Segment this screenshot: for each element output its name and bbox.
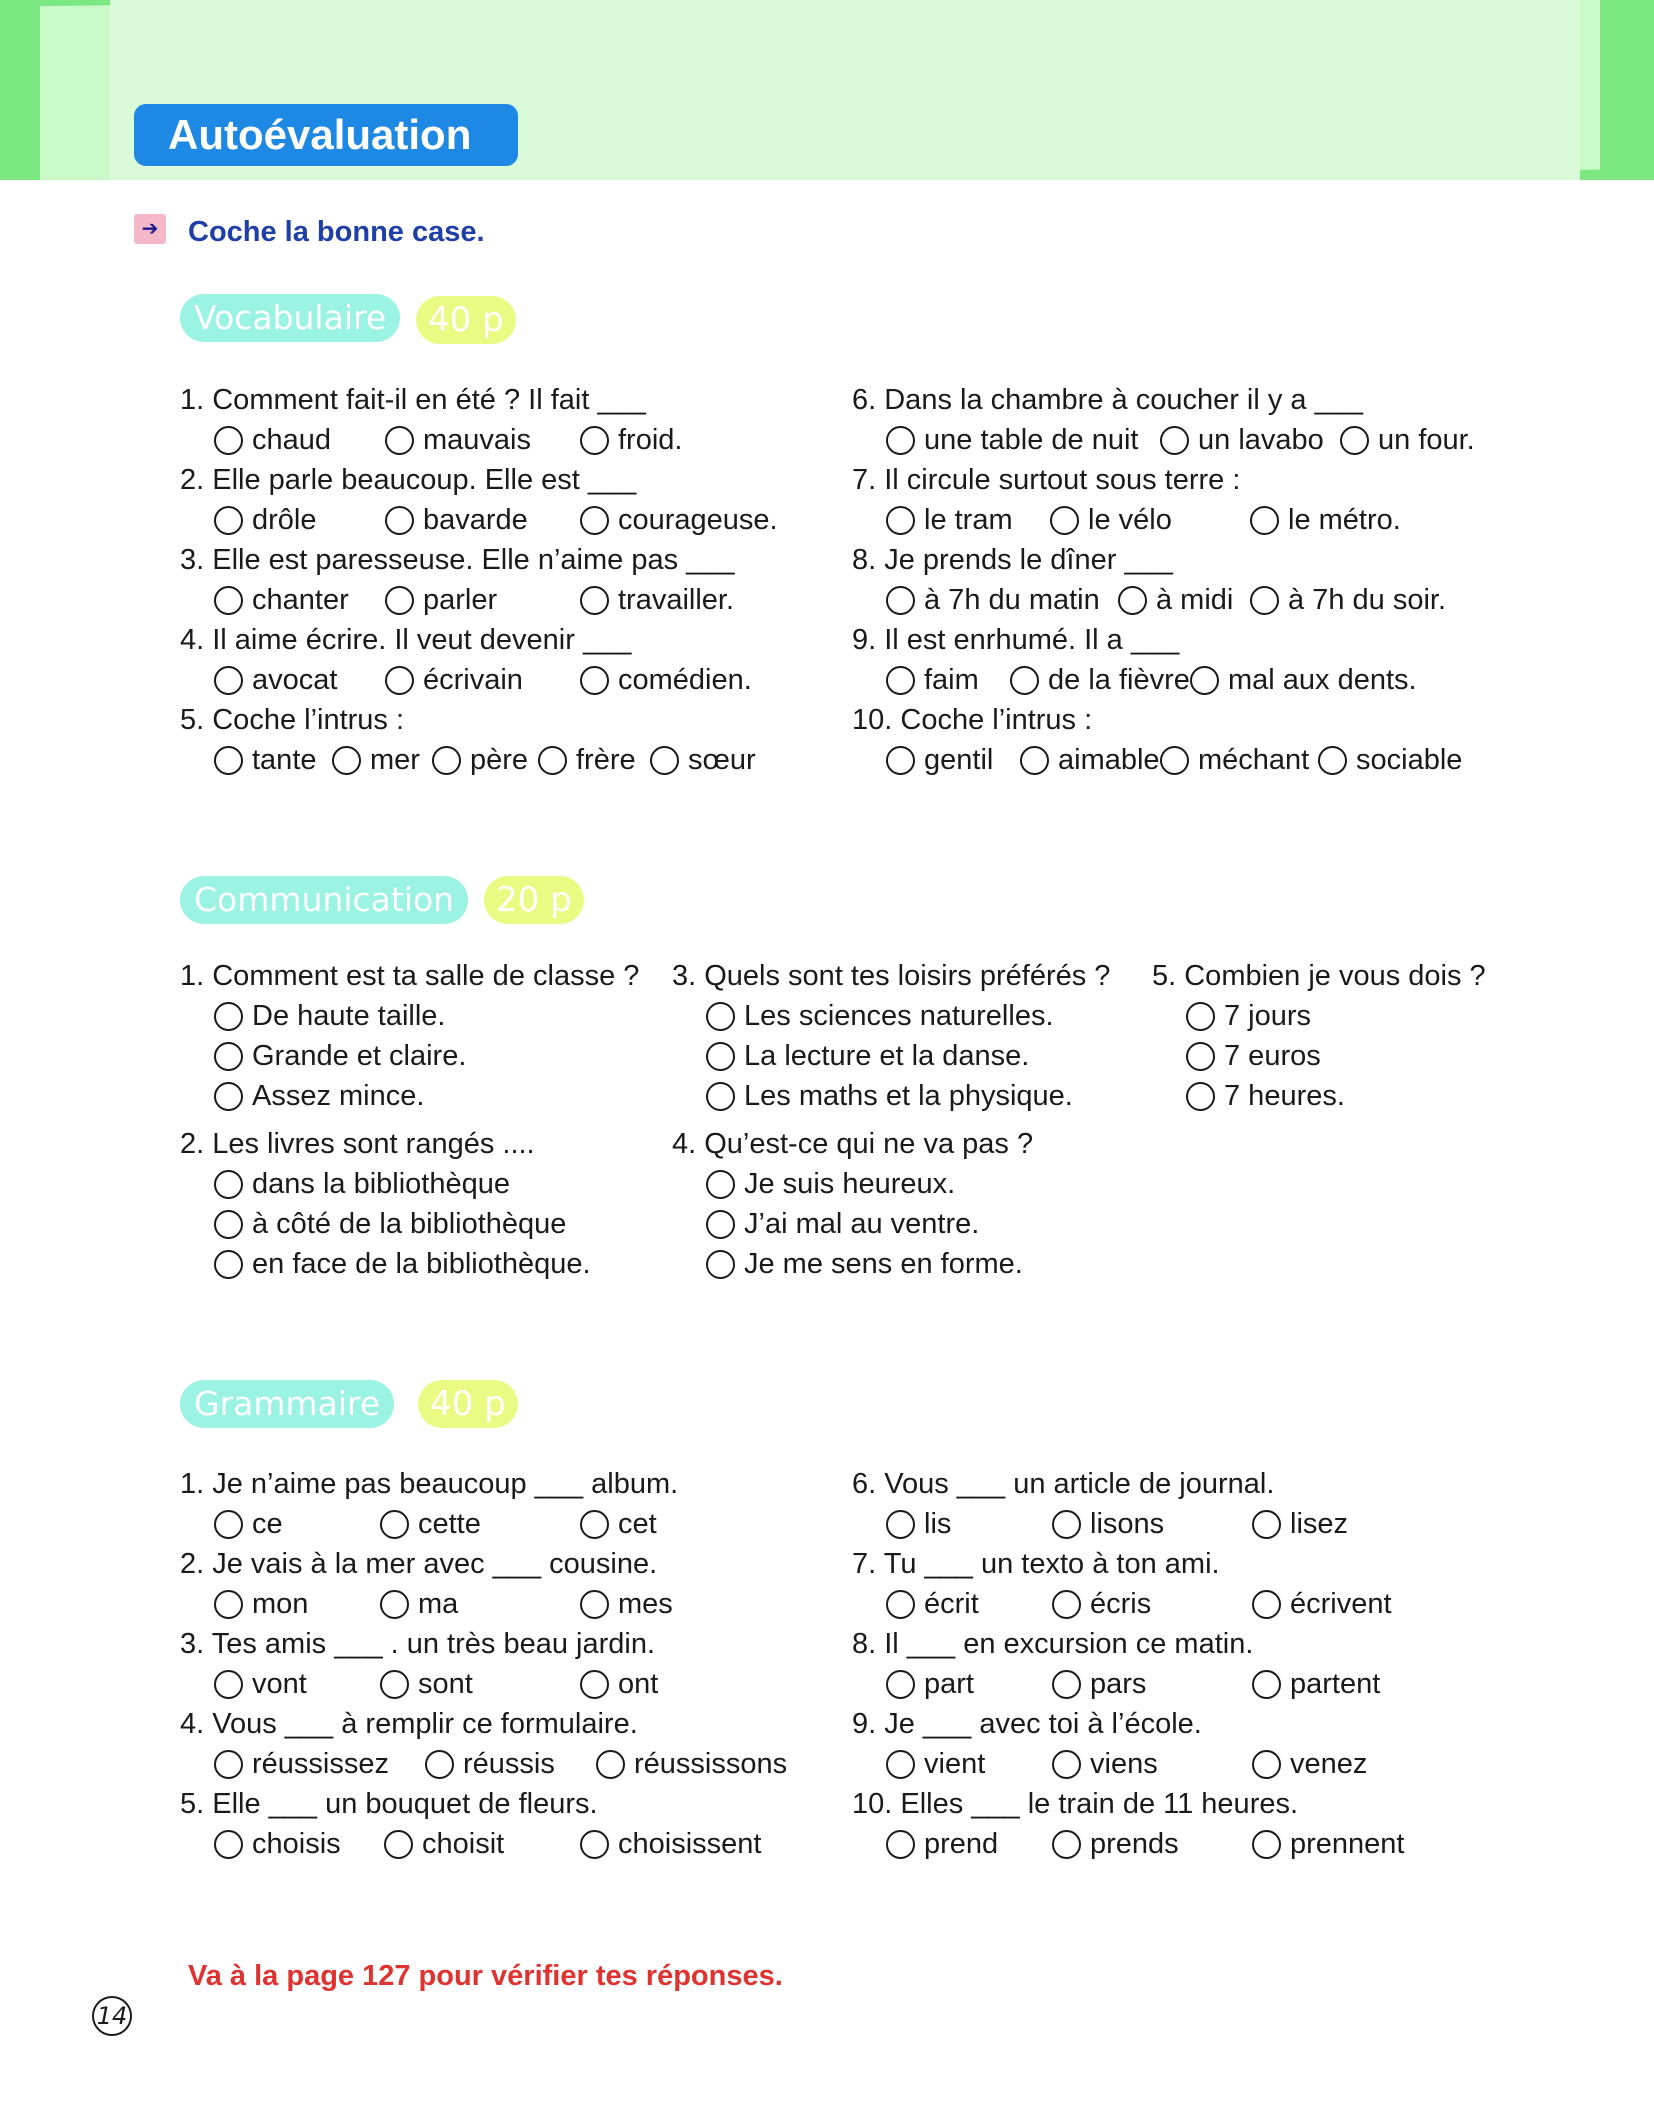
option-label: père bbox=[470, 744, 529, 776]
answer-option[interactable] bbox=[886, 1666, 974, 1702]
answer-option[interactable] bbox=[886, 502, 1013, 538]
radio-circle-icon[interactable] bbox=[384, 1830, 413, 1859]
question-text: 4. Vous ___ à remplir ce formulaire. bbox=[180, 1708, 638, 1740]
radio-circle-icon[interactable] bbox=[596, 1750, 625, 1779]
radio-circle-icon[interactable] bbox=[706, 1210, 735, 1239]
option-label: prennent bbox=[1290, 1828, 1405, 1860]
answer-option[interactable] bbox=[380, 1586, 458, 1622]
radio-circle-icon[interactable] bbox=[214, 746, 243, 775]
radio-circle-icon[interactable] bbox=[385, 426, 414, 455]
answer-option[interactable] bbox=[580, 1826, 761, 1862]
option-label: chaud bbox=[252, 424, 332, 456]
option-label: mes bbox=[618, 1588, 673, 1620]
radio-circle-icon[interactable] bbox=[380, 1670, 409, 1699]
option-label: le vélo bbox=[1088, 504, 1172, 536]
answer-option[interactable] bbox=[1318, 742, 1462, 778]
radio-circle-icon[interactable] bbox=[1020, 746, 1049, 775]
radio-circle-icon[interactable] bbox=[425, 1750, 454, 1779]
option-label: Les sciences naturelles. bbox=[744, 1000, 1054, 1032]
answer-option[interactable] bbox=[580, 1506, 657, 1542]
question-text: 5. Combien je vous dois ? bbox=[1152, 960, 1486, 992]
question-text: 1. Comment est ta salle de classe ? bbox=[180, 960, 640, 992]
answer-option[interactable] bbox=[214, 1746, 389, 1782]
question-text: 8. Il ___ en excursion ce matin. bbox=[852, 1628, 1254, 1660]
radio-circle-icon[interactable] bbox=[1186, 1042, 1215, 1071]
answer-option[interactable] bbox=[1252, 1506, 1348, 1542]
radio-circle-icon[interactable] bbox=[580, 426, 609, 455]
option-label: une table de nuit bbox=[924, 424, 1139, 456]
radio-circle-icon[interactable] bbox=[580, 1510, 609, 1539]
question-text: 3. Elle est paresseuse. Elle n’aime pas ___ bbox=[180, 544, 735, 576]
answer-option[interactable] bbox=[1052, 1586, 1151, 1622]
answer-option[interactable] bbox=[385, 582, 497, 618]
answer-option[interactable] bbox=[425, 1746, 555, 1782]
option-label: à côté de la bibliothèque bbox=[252, 1208, 567, 1240]
radio-circle-icon[interactable] bbox=[1250, 506, 1279, 535]
radio-circle-icon[interactable] bbox=[1252, 1830, 1281, 1859]
answer-option[interactable] bbox=[1250, 582, 1446, 618]
option-label: ce bbox=[252, 1508, 283, 1540]
radio-circle-icon[interactable] bbox=[886, 1750, 915, 1779]
radio-circle-icon[interactable] bbox=[886, 1510, 915, 1539]
radio-circle-icon[interactable] bbox=[886, 1830, 915, 1859]
option-label: comédien. bbox=[618, 664, 752, 696]
option-label: le tram bbox=[924, 504, 1013, 536]
radio-circle-icon[interactable] bbox=[1252, 1750, 1281, 1779]
option-label: choisit bbox=[422, 1828, 505, 1860]
answer-option[interactable] bbox=[1020, 742, 1160, 778]
option-label: sociable bbox=[1356, 744, 1463, 776]
question-text: 6. Vous ___ un article de journal. bbox=[852, 1468, 1275, 1500]
option-label: La lecture et la danse. bbox=[744, 1040, 1030, 1072]
option-label: le métro. bbox=[1288, 504, 1401, 536]
section-title-communication: Communication bbox=[180, 876, 468, 924]
option-label: avocat bbox=[252, 664, 338, 696]
answer-option[interactable] bbox=[214, 1246, 591, 1282]
radio-circle-icon[interactable] bbox=[650, 746, 679, 775]
radio-circle-icon[interactable] bbox=[385, 586, 414, 615]
answer-option[interactable] bbox=[1190, 662, 1417, 698]
radio-circle-icon[interactable] bbox=[886, 586, 915, 615]
option-label: cet bbox=[618, 1508, 657, 1540]
radio-circle-icon[interactable] bbox=[1186, 1002, 1215, 1031]
answer-option[interactable] bbox=[1160, 742, 1309, 778]
option-label: drôle bbox=[252, 504, 317, 536]
option-label: frère bbox=[576, 744, 636, 776]
option-label: à 7h du matin bbox=[924, 584, 1100, 616]
answer-option[interactable] bbox=[1252, 1746, 1367, 1782]
radio-circle-icon[interactable] bbox=[214, 1510, 243, 1539]
option-label: prends bbox=[1090, 1828, 1179, 1860]
answer-option[interactable] bbox=[580, 582, 734, 618]
option-label: tante bbox=[252, 744, 317, 776]
arrow-icon: ➔ bbox=[134, 214, 166, 244]
answer-option[interactable] bbox=[1052, 1826, 1179, 1862]
question-text: 10. Elles ___ le train de 11 heures. bbox=[852, 1788, 1299, 1820]
answer-option[interactable] bbox=[1252, 1666, 1380, 1702]
answer-option[interactable] bbox=[1252, 1586, 1392, 1622]
answer-option[interactable] bbox=[380, 1506, 481, 1542]
option-label: bavarde bbox=[423, 504, 528, 536]
option-label: un four. bbox=[1378, 424, 1475, 456]
option-label: choisissent bbox=[618, 1828, 762, 1860]
radio-circle-icon[interactable] bbox=[886, 426, 915, 455]
option-label: sont bbox=[418, 1668, 473, 1700]
answer-option[interactable] bbox=[886, 1586, 979, 1622]
option-label: lis bbox=[924, 1508, 952, 1540]
answer-option[interactable] bbox=[384, 1826, 504, 1862]
question-text: 2. Les livres sont rangés .... bbox=[180, 1128, 535, 1160]
radio-circle-icon[interactable] bbox=[580, 506, 609, 535]
question-text: 4. Il aime écrire. Il veut devenir ___ bbox=[180, 624, 632, 656]
answer-option[interactable] bbox=[1186, 1038, 1321, 1074]
option-label: faim bbox=[924, 664, 979, 696]
radio-circle-icon[interactable] bbox=[1052, 1750, 1081, 1779]
option-label: dans la bibliothèque bbox=[252, 1168, 510, 1200]
option-label: écrivent bbox=[1290, 1588, 1392, 1620]
question-text: 7. Il circule surtout sous terre : bbox=[852, 464, 1241, 496]
answer-option[interactable] bbox=[650, 742, 756, 778]
option-label: parler bbox=[423, 584, 498, 616]
option-label: mon bbox=[252, 1588, 309, 1620]
answer-option[interactable] bbox=[706, 1038, 1029, 1074]
option-label: vient bbox=[924, 1748, 986, 1780]
radio-circle-icon[interactable] bbox=[214, 1002, 243, 1031]
radio-circle-icon[interactable] bbox=[1186, 1082, 1215, 1111]
option-label: choisis bbox=[252, 1828, 341, 1860]
radio-circle-icon[interactable] bbox=[214, 506, 243, 535]
option-label: venez bbox=[1290, 1748, 1368, 1780]
radio-circle-icon[interactable] bbox=[385, 666, 414, 695]
answer-option[interactable] bbox=[214, 502, 317, 538]
question-text: 1. Comment fait-il en été ? Il fait ___ bbox=[180, 384, 646, 416]
option-label: mer bbox=[370, 744, 420, 776]
option-label: chanter bbox=[252, 584, 349, 616]
option-label: gentil bbox=[924, 744, 994, 776]
radio-circle-icon[interactable] bbox=[706, 1042, 735, 1071]
answer-option[interactable] bbox=[1252, 1826, 1405, 1862]
answer-option[interactable] bbox=[886, 742, 993, 778]
radio-circle-icon[interactable] bbox=[1052, 1590, 1081, 1619]
option-label: travailler. bbox=[618, 584, 735, 616]
answer-option[interactable] bbox=[706, 1246, 1023, 1282]
answer-option[interactable] bbox=[385, 662, 523, 698]
answer-option[interactable] bbox=[706, 1078, 1073, 1114]
option-label: réussissez bbox=[252, 1748, 389, 1780]
answer-option[interactable] bbox=[580, 1586, 673, 1622]
question-text: 2. Je vais à la mer avec ___ cousine. bbox=[180, 1548, 658, 1580]
option-label: un lavabo bbox=[1198, 424, 1324, 456]
answer-option[interactable] bbox=[1052, 1506, 1164, 1542]
answer-option[interactable] bbox=[596, 1746, 787, 1782]
answer-option[interactable] bbox=[886, 1746, 985, 1782]
section-title-grammaire: Grammaire bbox=[180, 1380, 394, 1428]
option-label: mal aux dents. bbox=[1228, 664, 1417, 696]
radio-circle-icon[interactable] bbox=[1050, 506, 1079, 535]
radio-circle-icon[interactable] bbox=[1250, 586, 1279, 615]
option-label: à midi bbox=[1156, 584, 1234, 616]
answer-option[interactable] bbox=[214, 1826, 341, 1862]
answer-option[interactable] bbox=[214, 422, 331, 458]
answer-option[interactable] bbox=[1186, 998, 1311, 1034]
radio-circle-icon[interactable] bbox=[886, 666, 915, 695]
answer-option[interactable] bbox=[886, 662, 979, 698]
answer-option[interactable] bbox=[332, 742, 420, 778]
option-label: 7 jours bbox=[1224, 1000, 1312, 1032]
radio-circle-icon[interactable] bbox=[580, 1670, 609, 1699]
option-label: pars bbox=[1090, 1668, 1147, 1700]
answer-option[interactable] bbox=[1118, 582, 1233, 618]
page-title: Autoévaluation bbox=[134, 104, 518, 166]
question-text: 2. Elle parle beaucoup. Elle est ___ bbox=[180, 464, 637, 496]
answer-option[interactable] bbox=[1052, 1666, 1146, 1702]
answer-option[interactable] bbox=[1052, 1746, 1158, 1782]
answer-option[interactable] bbox=[380, 1666, 473, 1702]
radio-circle-icon[interactable] bbox=[214, 1170, 243, 1199]
answer-option[interactable] bbox=[580, 502, 778, 538]
radio-circle-icon[interactable] bbox=[214, 426, 243, 455]
radio-circle-icon[interactable] bbox=[580, 1830, 609, 1859]
question-text: 5. Elle ___ un bouquet de fleurs. bbox=[180, 1788, 598, 1820]
option-label: Les maths et la physique. bbox=[744, 1080, 1073, 1112]
option-label: de la fièvre bbox=[1048, 664, 1190, 696]
answer-option[interactable] bbox=[886, 1826, 998, 1862]
answer-option[interactable] bbox=[214, 1506, 283, 1542]
radio-circle-icon[interactable] bbox=[886, 746, 915, 775]
option-label: part bbox=[924, 1668, 974, 1700]
radio-circle-icon[interactable] bbox=[214, 666, 243, 695]
radio-circle-icon[interactable] bbox=[706, 1082, 735, 1111]
question-text: 9. Il est enrhumé. Il a ___ bbox=[852, 624, 1180, 656]
radio-circle-icon[interactable] bbox=[706, 1250, 735, 1279]
radio-circle-icon[interactable] bbox=[580, 1590, 609, 1619]
radio-circle-icon[interactable] bbox=[380, 1590, 409, 1619]
option-label: Je me sens en forme. bbox=[744, 1248, 1023, 1280]
points-badge-grammaire: 40 p bbox=[418, 1380, 518, 1428]
question-text: 9. Je ___ avec toi à l’école. bbox=[852, 1708, 1202, 1740]
radio-circle-icon[interactable] bbox=[886, 1670, 915, 1699]
radio-circle-icon[interactable] bbox=[385, 506, 414, 535]
answer-option[interactable] bbox=[1186, 1078, 1345, 1114]
radio-circle-icon[interactable] bbox=[1318, 746, 1347, 775]
option-label: partent bbox=[1290, 1668, 1381, 1700]
radio-circle-icon[interactable] bbox=[1160, 746, 1189, 775]
radio-circle-icon[interactable] bbox=[432, 746, 461, 775]
radio-circle-icon[interactable] bbox=[214, 1750, 243, 1779]
option-label: De haute taille. bbox=[252, 1000, 446, 1032]
answer-option[interactable] bbox=[214, 1586, 308, 1622]
points-badge-vocabulaire: 40 p bbox=[416, 296, 516, 344]
radio-circle-icon[interactable] bbox=[214, 586, 243, 615]
radio-circle-icon[interactable] bbox=[1252, 1510, 1281, 1539]
answer-option[interactable] bbox=[214, 1038, 466, 1074]
option-label: ont bbox=[618, 1668, 659, 1700]
option-label: Je suis heureux. bbox=[744, 1168, 956, 1200]
question-text: 1. Je n’aime pas beaucoup ___ album. bbox=[180, 1468, 679, 1500]
radio-circle-icon[interactable] bbox=[214, 1670, 243, 1699]
option-label: méchant bbox=[1198, 744, 1310, 776]
question-text: 6. Dans la chambre à coucher il y a ___ bbox=[852, 384, 1363, 416]
answer-option[interactable] bbox=[580, 422, 682, 458]
answer-option[interactable] bbox=[1010, 662, 1190, 698]
radio-circle-icon[interactable] bbox=[214, 1042, 243, 1071]
option-label: sœur bbox=[688, 744, 756, 776]
answer-option[interactable] bbox=[385, 502, 528, 538]
radio-circle-icon[interactable] bbox=[214, 1210, 243, 1239]
radio-circle-icon[interactable] bbox=[706, 1002, 735, 1031]
option-label: courageuse. bbox=[618, 504, 778, 536]
option-label: réussis bbox=[463, 1748, 555, 1780]
answer-option[interactable] bbox=[706, 998, 1054, 1034]
answer-option[interactable] bbox=[580, 662, 752, 698]
answer-option[interactable] bbox=[1250, 502, 1401, 538]
answer-option[interactable] bbox=[214, 582, 349, 618]
question-text: 7. Tu ___ un texto à ton ami. bbox=[852, 1548, 1220, 1580]
option-label: lisons bbox=[1090, 1508, 1165, 1540]
option-label: réussissons bbox=[634, 1748, 788, 1780]
radio-circle-icon[interactable] bbox=[1052, 1510, 1081, 1539]
radio-circle-icon[interactable] bbox=[538, 746, 567, 775]
radio-circle-icon[interactable] bbox=[1252, 1590, 1281, 1619]
option-label: en face de la bibliothèque. bbox=[252, 1248, 591, 1280]
radio-circle-icon[interactable] bbox=[332, 746, 361, 775]
option-label: froid. bbox=[618, 424, 683, 456]
option-label: vont bbox=[252, 1668, 307, 1700]
radio-circle-icon[interactable] bbox=[886, 506, 915, 535]
radio-circle-icon[interactable] bbox=[1118, 586, 1147, 615]
radio-circle-icon[interactable] bbox=[1340, 426, 1369, 455]
answer-option[interactable] bbox=[886, 1506, 951, 1542]
question-text: 5. Coche l’intrus : bbox=[180, 704, 405, 736]
answer-option[interactable] bbox=[214, 742, 317, 778]
answer-option[interactable] bbox=[214, 1666, 307, 1702]
radio-circle-icon[interactable] bbox=[214, 1082, 243, 1111]
answer-option[interactable] bbox=[886, 422, 1138, 458]
option-label: Grande et claire. bbox=[252, 1040, 467, 1072]
question-text: 10. Coche l’intrus : bbox=[852, 704, 1093, 736]
radio-circle-icon[interactable] bbox=[580, 586, 609, 615]
page-number: 14 bbox=[92, 1996, 132, 2036]
question-text: 4. Qu’est-ce qui ne va pas ? bbox=[672, 1128, 1034, 1160]
option-label: écrit bbox=[924, 1588, 979, 1620]
radio-circle-icon[interactable] bbox=[1190, 666, 1219, 695]
answer-option[interactable] bbox=[432, 742, 528, 778]
option-label: mauvais bbox=[423, 424, 531, 456]
option-label: à 7h du soir. bbox=[1288, 584, 1446, 616]
option-label: écris bbox=[1090, 1588, 1152, 1620]
answer-reference-note: Va à la page 127 pour vérifier tes réponses. bbox=[188, 1960, 783, 1992]
instruction-text: Coche la bonne case. bbox=[188, 216, 485, 248]
option-label: J’ai mal au ventre. bbox=[744, 1208, 980, 1240]
option-label: écrivain bbox=[423, 664, 523, 696]
radio-circle-icon[interactable] bbox=[1010, 666, 1039, 695]
option-label: Assez mince. bbox=[252, 1080, 425, 1112]
answer-option[interactable] bbox=[706, 1166, 955, 1202]
radio-circle-icon[interactable] bbox=[706, 1170, 735, 1199]
radio-circle-icon[interactable] bbox=[1052, 1670, 1081, 1699]
question-text: 3. Quels sont tes loisirs préférés ? bbox=[672, 960, 1111, 992]
answer-option[interactable] bbox=[1340, 422, 1475, 458]
radio-circle-icon[interactable] bbox=[1160, 426, 1189, 455]
header-banner bbox=[0, 0, 1654, 180]
section-title-vocabulaire: Vocabulaire bbox=[180, 294, 400, 342]
answer-option[interactable] bbox=[538, 742, 636, 778]
option-label: 7 heures. bbox=[1224, 1080, 1345, 1112]
option-label: lisez bbox=[1290, 1508, 1349, 1540]
option-label: viens bbox=[1090, 1748, 1158, 1780]
radio-circle-icon[interactable] bbox=[886, 1590, 915, 1619]
answer-option[interactable] bbox=[1160, 422, 1324, 458]
points-badge-communication: 20 p bbox=[484, 876, 584, 924]
option-label: aimable bbox=[1058, 744, 1160, 776]
answer-option[interactable] bbox=[214, 662, 337, 698]
option-label: ma bbox=[418, 1588, 459, 1620]
answer-option[interactable] bbox=[214, 1206, 566, 1242]
radio-circle-icon[interactable] bbox=[1252, 1670, 1281, 1699]
answer-option[interactable] bbox=[214, 1166, 510, 1202]
answer-option[interactable] bbox=[214, 1078, 424, 1114]
radio-circle-icon[interactable] bbox=[214, 1830, 243, 1859]
answer-option[interactable] bbox=[214, 998, 445, 1034]
answer-option[interactable] bbox=[706, 1206, 979, 1242]
option-label: prend bbox=[924, 1828, 999, 1860]
radio-circle-icon[interactable] bbox=[214, 1250, 243, 1279]
option-label: 7 euros bbox=[1224, 1040, 1321, 1072]
answer-option[interactable] bbox=[385, 422, 531, 458]
option-label: cette bbox=[418, 1508, 481, 1540]
answer-option[interactable] bbox=[580, 1666, 658, 1702]
answer-option[interactable] bbox=[886, 582, 1100, 618]
question-text: 8. Je prends le dîner ___ bbox=[852, 544, 1173, 576]
question-text: 3. Tes amis ___ . un très beau jardin. bbox=[180, 1628, 656, 1660]
radio-circle-icon[interactable] bbox=[380, 1510, 409, 1539]
radio-circle-icon[interactable] bbox=[214, 1590, 243, 1619]
radio-circle-icon[interactable] bbox=[1052, 1830, 1081, 1859]
radio-circle-icon[interactable] bbox=[580, 666, 609, 695]
answer-option[interactable] bbox=[1050, 502, 1172, 538]
